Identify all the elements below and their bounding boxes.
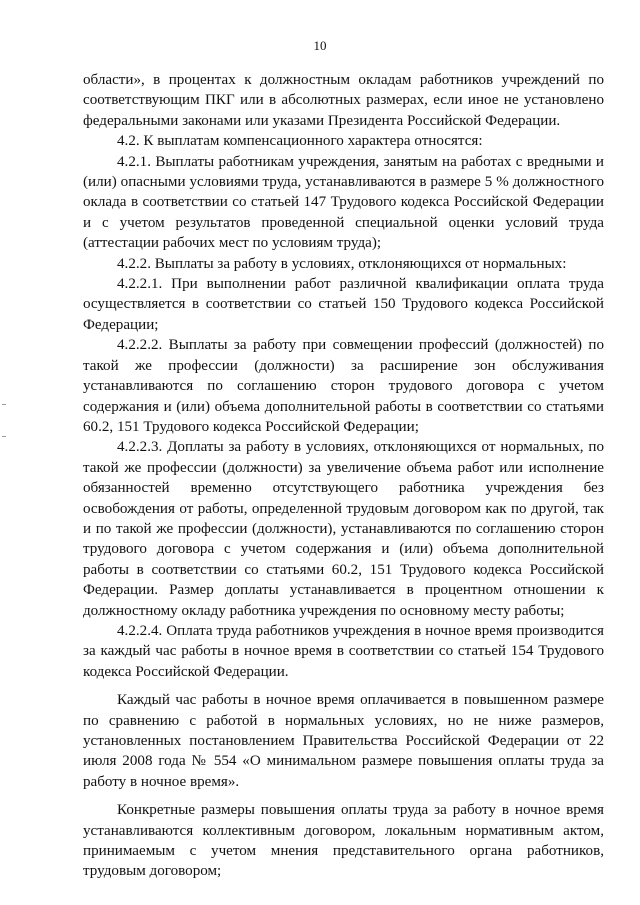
- paragraph-continuation: области», в процентах к должностным окладам работников учреждений по соответствующим ПКГ или в абсолютных размерах, если иное не установлено федеральными законами или указами Президента Российской Федерации.: [83, 72, 604, 129]
- paragraph-4-2-2: 4.2.2. Выплаты за работу в условиях, отклоняющихся от нормальных:: [117, 255, 567, 272]
- paragraph-night-pay-amounts: Конкретные размеры повышения оплаты труда за работу в ночное время устанавливаются коллективным договором, локальным нормативным актом, принимаемым с учетом мнения представительного органа работников, трудовым договором;: [83, 802, 604, 880]
- document-body: [83, 70, 604, 882]
- page-number: 10: [313, 38, 327, 53]
- paragraph-4-2-2-2: 4.2.2.2. Выплаты за работу при совмещении профессий (должностей) по такой же профессии (должности) за расширение зон обслуживания устанавливаются по соглашению сторон трудового договора с учетом содержания и (или) объема дополнительной работы в соответствии со статьями 60.2, 151 Трудового кодекса Российской Федерации;: [83, 337, 604, 435]
- paragraph-4-2-1: 4.2.1. Выплаты работникам учреждения, занятым на работах с вредными и (или) опасными условиями труда, устанавливаются в размере 5 % должностного оклада в соответствии со статьей 147 Трудового кодекса Российской Федерации и с учетом результатов проведенной специальной оценки условий труда (аттестации рабочих мест по условиям труда);: [83, 153, 604, 252]
- scan-edge-mark: [2, 436, 6, 437]
- scan-edge-mark: [2, 404, 6, 405]
- paragraph-4-2: 4.2. К выплатам компенсационного характера относятся:: [117, 133, 483, 150]
- paragraph-night-hour-pay: Каждый час работы в ночное время оплачивается в повышенном размере по сравнению с работой в нормальных условиях, но не ниже размеров, установленных постановлением Правительства Российской Федерации от 22 июля 2008 года № 554 «О минимальном размере повышения оплаты труда за работу в ночное время».: [83, 692, 604, 790]
- paragraph-4-2-2-3: 4.2.2.3. Доплаты за работу в условиях, отклоняющихся от нормальных, по такой же профессии (должности) за увеличение объема работ или исполнение обязанностей временно отсутствующего работника учреждения без освобождения от работы, определенной трудовым договором как по другой, так и по такой же профессии (должности), устанавливаются по соглашению сторон трудового договора с учетом содержания и (или) объема дополнительной работы в соответствии со статьями 60.2, 151 Трудового кодекса Российской Федерации. Размер доплаты устанавливается в процентном отношении к должностному окладу работника учреждения по основному месту работы;: [83, 439, 604, 619]
- paragraph-4-2-2-4: 4.2.2.4. Оплата труда работников учреждения в ночное время производится за каждый час работы в ночное время в соответствии со статьей 154 Трудового кодекса Российской Федерации.: [83, 622, 604, 680]
- paragraph-4-2-2-1: 4.2.2.1. При выполнении работ различной квалификации оплата труда осуществляется в соответствии со статьей 150 Трудового кодекса Российской Федерации;: [83, 276, 604, 333]
